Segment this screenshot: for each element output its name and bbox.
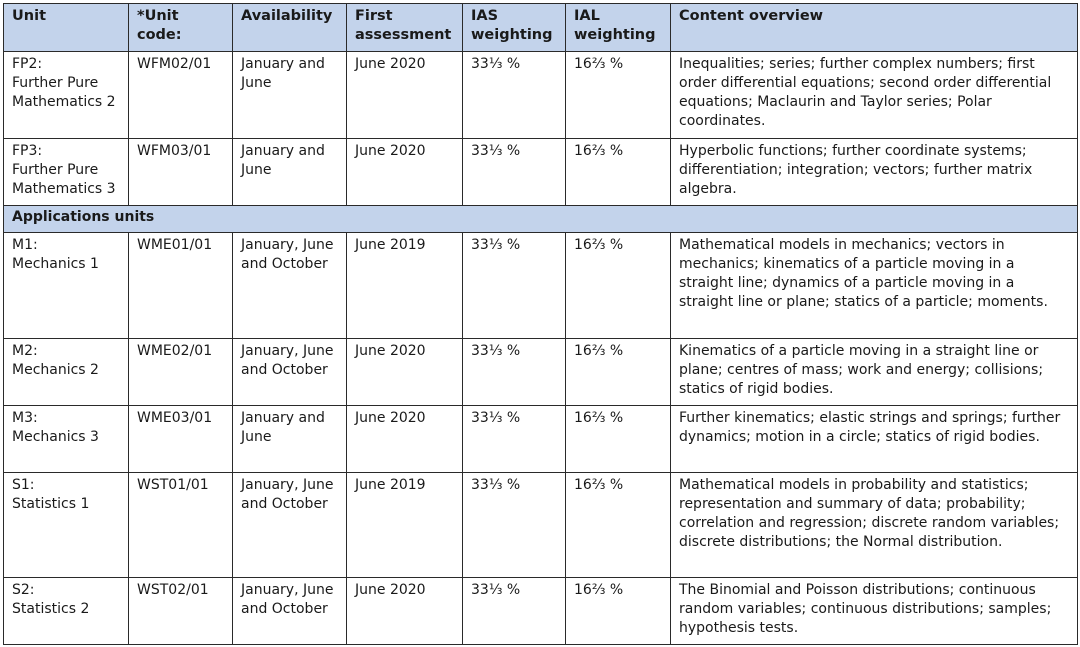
unit-cell xyxy=(4,339,129,406)
unit-name: Further Pure Mathematics 2 xyxy=(12,75,116,110)
unit-cell xyxy=(4,473,129,578)
ial-weighting-cell: 16⅔ % xyxy=(566,406,671,473)
unit-code-cell: WFM03/01 xyxy=(129,139,233,206)
content-overview-cell: Mathematical models in mechanics; vectors in mechanics; kinematics of a particle moving in a straight line; dynamics of a particle moving in a straight line or plane; statics of a particle; moments. xyxy=(671,233,1078,339)
ias-weighting-cell: 33⅓ % xyxy=(463,339,566,406)
table-row xyxy=(4,578,1078,645)
header-availability: Availability xyxy=(233,4,347,52)
unit-name: Statistics 1 xyxy=(12,496,90,512)
unit-code-line: FP3: xyxy=(12,143,43,159)
header-unit: Unit xyxy=(4,4,129,52)
unit-code-cell: WFM02/01 xyxy=(129,52,233,139)
content-overview-cell: The Binomial and Poisson distributions; continuous random variables; continuous distributions; samples; hypothesis tests. xyxy=(671,578,1078,645)
table-row xyxy=(4,52,1078,139)
ias-weighting-cell: 33⅓ % xyxy=(463,406,566,473)
unit-name: Mechanics 1 xyxy=(12,256,99,272)
ial-weighting-cell: 16⅔ % xyxy=(566,139,671,206)
content-overview-cell: Kinematics of a particle moving in a straight line or plane; centres of mass; work and energy; collisions; statics of rigid bodies. xyxy=(671,339,1078,406)
unit-cell xyxy=(4,52,129,139)
table-row xyxy=(4,339,1078,406)
table-row xyxy=(4,233,1078,339)
ias-weighting-cell: 33⅓ % xyxy=(463,578,566,645)
unit-code-line: M2: xyxy=(12,343,38,359)
ias-weighting-cell: 33⅓ % xyxy=(463,52,566,139)
content-overview-cell: Inequalities; series; further complex numbers; first order differential equations; second order differential equations; Maclaurin and Taylor series; Polar coordinates. xyxy=(671,52,1078,139)
first-assessment-cell: June 2020 xyxy=(347,578,463,645)
unit-cell xyxy=(4,578,129,645)
unit-name: Further Pure Mathematics 3 xyxy=(12,162,116,197)
availability-cell: January, June and October xyxy=(233,233,347,339)
section-title: Applications units xyxy=(4,206,1078,233)
table-row xyxy=(4,473,1078,578)
header-ial-weighting: IAL weighting xyxy=(566,4,671,52)
unit-code-line: M3: xyxy=(12,410,38,426)
ial-weighting-cell: 16⅔ % xyxy=(566,339,671,406)
unit-name: Statistics 2 xyxy=(12,601,90,617)
availability-cell: January and June xyxy=(233,406,347,473)
unit-code-cell: WST01/01 xyxy=(129,473,233,578)
ial-weighting-cell: 16⅔ % xyxy=(566,233,671,339)
content-overview-cell: Mathematical models in probability and statistics; representation and summary of data; probability; correlation and regression; discrete random variables; discrete distributions; the Normal distribution. xyxy=(671,473,1078,578)
availability-cell: January, June and October xyxy=(233,578,347,645)
unit-name: Mechanics 2 xyxy=(12,362,99,378)
header-first-assessment: First assessment xyxy=(347,4,463,52)
specification-units-table xyxy=(3,3,1078,645)
ial-weighting-cell: 16⅔ % xyxy=(566,473,671,578)
unit-code-line: M1: xyxy=(12,237,38,253)
section-heading-row xyxy=(4,206,1078,233)
ial-weighting-cell: 16⅔ % xyxy=(566,578,671,645)
first-assessment-cell: June 2020 xyxy=(347,139,463,206)
ial-weighting-cell: 16⅔ % xyxy=(566,52,671,139)
availability-cell: January and June xyxy=(233,52,347,139)
unit-code-cell: WME03/01 xyxy=(129,406,233,473)
table-row xyxy=(4,139,1078,206)
unit-code-line: FP2: xyxy=(12,56,43,72)
first-assessment-cell: June 2020 xyxy=(347,52,463,139)
header-content-overview: Content overview xyxy=(671,4,1078,52)
header-unit-code: *Unit code: xyxy=(129,4,233,52)
availability-cell: January and June xyxy=(233,139,347,206)
unit-cell xyxy=(4,406,129,473)
unit-code-line: S1: xyxy=(12,477,35,493)
availability-cell: January, June and October xyxy=(233,473,347,578)
unit-cell xyxy=(4,233,129,339)
first-assessment-cell: June 2019 xyxy=(347,233,463,339)
unit-cell xyxy=(4,139,129,206)
ias-weighting-cell: 33⅓ % xyxy=(463,473,566,578)
availability-cell: January, June and October xyxy=(233,339,347,406)
first-assessment-cell: June 2020 xyxy=(347,339,463,406)
content-overview-cell: Hyperbolic functions; further coordinate systems; differentiation; integration; vectors; further matrix algebra. xyxy=(671,139,1078,206)
unit-code-line: S2: xyxy=(12,582,35,598)
table-header-row xyxy=(4,4,1078,52)
ias-weighting-cell: 33⅓ % xyxy=(463,233,566,339)
table-row xyxy=(4,406,1078,473)
header-ias-weighting: IAS weighting xyxy=(463,4,566,52)
unit-code-cell: WME02/01 xyxy=(129,339,233,406)
unit-code-cell: WME01/01 xyxy=(129,233,233,339)
unit-name: Mechanics 3 xyxy=(12,429,99,445)
first-assessment-cell: June 2020 xyxy=(347,406,463,473)
first-assessment-cell: June 2019 xyxy=(347,473,463,578)
unit-code-cell: WST02/01 xyxy=(129,578,233,645)
content-overview-cell: Further kinematics; elastic strings and springs; further dynamics; motion in a circle; statics of rigid bodies. xyxy=(671,406,1078,473)
ias-weighting-cell: 33⅓ % xyxy=(463,139,566,206)
